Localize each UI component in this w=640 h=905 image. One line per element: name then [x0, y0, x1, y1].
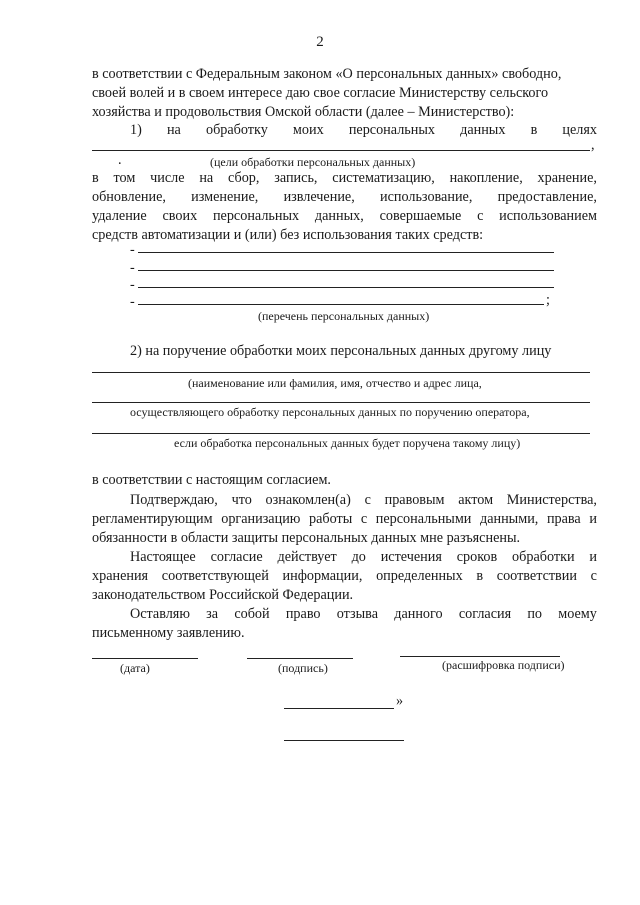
- item1-line-5: средств автоматизации и (или) без использования таких средств:: [92, 227, 484, 243]
- closing-text: в соответствии с настоящим согласием.: [92, 472, 331, 488]
- confirm-line-2: регламентирующим организацию работы с персональными данными, права и: [92, 511, 597, 527]
- quote-line: [284, 708, 394, 709]
- list-dash-4: -: [130, 294, 135, 310]
- sign-caption: (подпись): [278, 661, 328, 675]
- purpose-line: [92, 150, 590, 151]
- validity-line-3: законодательством Российской Федерации.: [92, 587, 354, 603]
- intro-line-1: в соответствии с Федеральным законом «О персональных данных» свободно,: [92, 66, 562, 82]
- semicolon: ;: [546, 292, 550, 308]
- page-number: 2: [316, 34, 324, 50]
- item2-line-3: [92, 433, 590, 434]
- bottom-line: [284, 740, 404, 741]
- comma: ,: [591, 137, 595, 153]
- item1-line-3: обновление, изменение, извлечение, использование, предоставление,: [92, 189, 597, 205]
- decoding-line: [400, 656, 560, 657]
- closing-quote: »: [396, 693, 404, 709]
- item2-caption-2: осуществляющего обработку персональных данных по поручению оператора,: [130, 405, 530, 419]
- item2-text: 2) на поручение обработки моих персональных данных другому лицу: [130, 343, 552, 359]
- item2-line-2: [92, 402, 590, 403]
- item2-caption-1: (наименование или фамилия, имя, отчество и адрес лица,: [188, 376, 482, 390]
- list-line-1: [138, 252, 554, 253]
- list-caption: (перечень персональных данных): [258, 309, 430, 323]
- item2-line-1: [92, 372, 590, 373]
- purpose-caption: (цели обработки персональных данных): [210, 155, 416, 169]
- dot: .: [118, 152, 122, 168]
- list-dash-1: -: [130, 242, 135, 258]
- list-dash-2: -: [130, 260, 135, 276]
- revoke-line-2: письменному заявлению.: [92, 625, 245, 641]
- list-dash-3: -: [130, 277, 135, 293]
- intro-line-3: хозяйства и продовольствия Омской области (далее – Министерство):: [92, 104, 515, 120]
- sign-line: [247, 658, 353, 659]
- item1-line: 1) на обработку моих персональных данных в целях: [130, 122, 597, 138]
- date-line: [92, 658, 198, 659]
- confirm-line-1: Подтверждаю, что ознакомлен(а) с правовым актом Министерства,: [130, 492, 597, 508]
- confirm-line-3: обязанности в области защиты персональных данных мне разъяснены.: [92, 530, 521, 546]
- list-line-4: [138, 304, 544, 305]
- validity-line-2: хранения соответствующей информации, определенных в соответствии с: [92, 568, 597, 584]
- revoke-line-1: Оставляю за собой право отзыва данного согласия по моему: [130, 606, 597, 622]
- intro-line-2: своей волей и в своем интересе даю свое согласие Министерству сельского: [92, 85, 549, 101]
- item1-line-4: удаление своих персональных данных, совершаемые с использованием: [92, 208, 597, 224]
- decoding-caption: (расшифровка подписи): [442, 658, 565, 672]
- validity-line-1: Настоящее согласие действует до истечения сроков обработки и: [130, 549, 597, 565]
- list-line-2: [138, 270, 554, 271]
- item1-line-2: в том числе на сбор, запись, систематизацию, накопление, хранение,: [92, 170, 597, 186]
- item2-caption-3: если обработка персональных данных будет поручена такому лицу): [174, 436, 521, 450]
- list-line-3: [138, 287, 554, 288]
- date-caption: (дата): [120, 661, 150, 675]
